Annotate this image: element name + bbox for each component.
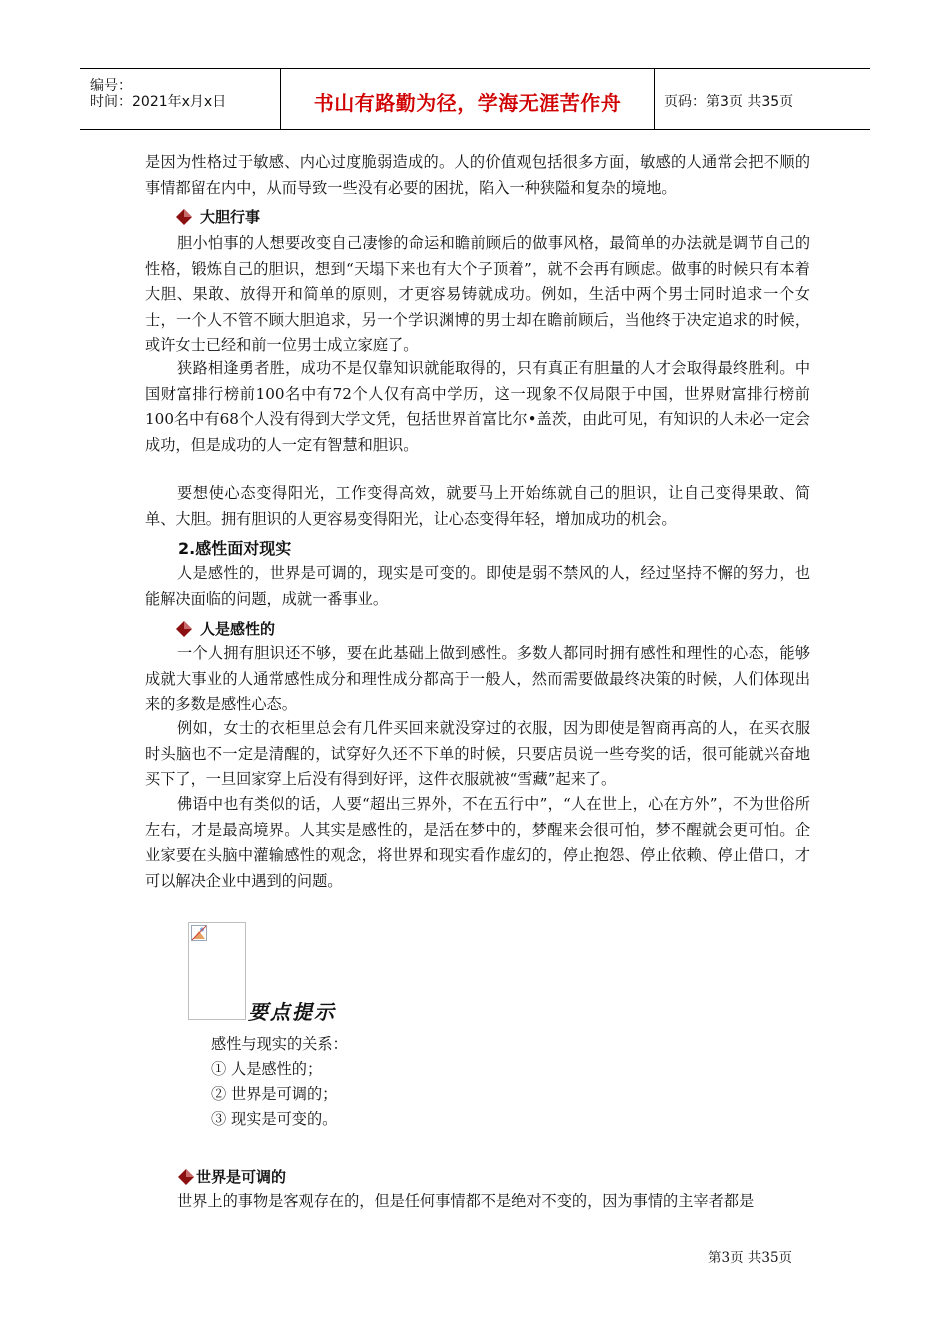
tips-intro: 感性与现实的关系：: [211, 1035, 348, 1053]
heading-world-label: 世界是可调的: [196, 1168, 287, 1186]
heading-world: [178, 1166, 286, 1187]
motto: 书山有路勤为径，学海无涯苦作舟: [313, 91, 622, 115]
header-motto-cell: [280, 69, 655, 129]
tips-title: 要点提示: [248, 1000, 336, 1024]
paragraph-6: 一个人拥有胆识还不够，要在此基础上做到感性。多数人都同时拥有感性和理性的心态，能够成就大事业的人通常感性成分和理性成分都高于一般人，然而需要做最终决策的时候，人们体现出来的多数是感性心态。: [145, 644, 810, 714]
tips-item: ① 人是感性的；: [211, 1060, 323, 1078]
broken-image-icon: [191, 925, 207, 941]
page-header: [80, 68, 870, 130]
diamond-bullet-icon: [176, 209, 192, 225]
heading-ganxing: [176, 618, 275, 639]
heading-dadan-label: 大胆行事: [200, 208, 261, 226]
header-right-cell: [654, 69, 870, 129]
header-page-number: 页码：第3页 共35页: [664, 94, 794, 110]
paragraph-3: 狭路相逢勇者胜，成功不是仅靠知识就能取得的，只有真正有胆量的人才会取得最终胜利。中国财富排行榜前100名中有72个人仅有高中学历，这一现象不仅局限于中国，世界财富排行榜前100名中有68个人没有得到大学文凭，包括世界首富比尔•盖茨，由此可见，有知识的人未必一定会成功，但是成功的人一定有智慧和胆识。: [145, 359, 810, 454]
footer-page-number: 第3页 共35页: [708, 1250, 793, 1266]
section-2-title: 2.感性面对现实: [178, 539, 292, 558]
paragraph-9: 世界上的事物是客观存在的，但是任何事情都不是绝对不变的，因为事情的主宰者都是: [177, 1192, 755, 1210]
heading-dadan: [176, 206, 260, 227]
header-left-cell: [80, 69, 280, 129]
tips-item: ② 世界是可调的；: [211, 1085, 338, 1103]
paragraph-7: 例如，女士的衣柜里总会有几件买回来就没穿过的衣服，因为即使是智商再高的人，在买衣服时头脑也不一定是清醒的，试穿好久还不下单的时候，只要店员说一些夸奖的话，很可能就兴奋地买下了，一旦回家穿上后没有得到好评，这件衣服就被“雪藏”起来了。: [145, 719, 810, 789]
paragraph-8: 佛语中也有类似的话，人要“超出三界外，不在五行中”，“人在世上，心在方外”，不为世俗所左右，才是最高境界。人其实是感性的，是活在梦中的，梦醒来会很可怕，梦不醒就会更可怕。企业家要在头脑中灌输感性的观念，将世界和现实看作虚幻的，停止抱怨、停止依赖、停止借口，才可以解决企业中遇到的问题。: [145, 795, 810, 890]
paragraph-4: 要想使心态变得阳光，工作变得高效，就要马上开始练就自己的胆识，让自己变得果敢、简单、大胆。拥有胆识的人更容易变得阳光，让心态变得年轻，增加成功的机会。: [145, 484, 810, 528]
number-label: 编号：: [90, 78, 132, 94]
diamond-bullet-icon: [178, 1169, 194, 1185]
heading-ganxing-label: 人是感性的: [200, 620, 276, 638]
paragraph-2: 胆小怕事的人想要改变自己凄惨的命运和瞻前顾后的做事风格，最简单的办法就是调节自己的性格，锻炼自己的胆识，想到“天塌下来也有大个子顶着”，就不会再有顾虑。做事的时候只有本着大胆、果敢、放得开和简单的原则，才更容易铸就成功。例如，生活中两个男士同时追求一个女士，一个人不管不顾大胆追求，另一个学识渊博的男士却在瞻前顾后，当他终于决定追求的时候，或许女士已经和前一位男士成立家庭了。: [145, 234, 810, 355]
image-placeholder: [188, 922, 246, 1020]
paragraph-1: 是因为性格过于敏感、内心过度脆弱造成的。人的价值观包括很多方面，敏感的人通常会把不顺的事情都留在内中，从而导致一些没有必要的困扰，陷入一种狭隘和复杂的境地。: [145, 153, 810, 197]
paragraph-5: 人是感性的，世界是可调的，现实是可变的。即使是弱不禁风的人，经过坚持不懈的努力，也能解决面临的问题，成就一番事业。: [145, 564, 810, 608]
date-line: 时间：2021年x月x日: [90, 94, 227, 110]
tips-item: ③ 现实是可变的。: [211, 1110, 338, 1128]
diamond-bullet-icon: [176, 621, 192, 637]
